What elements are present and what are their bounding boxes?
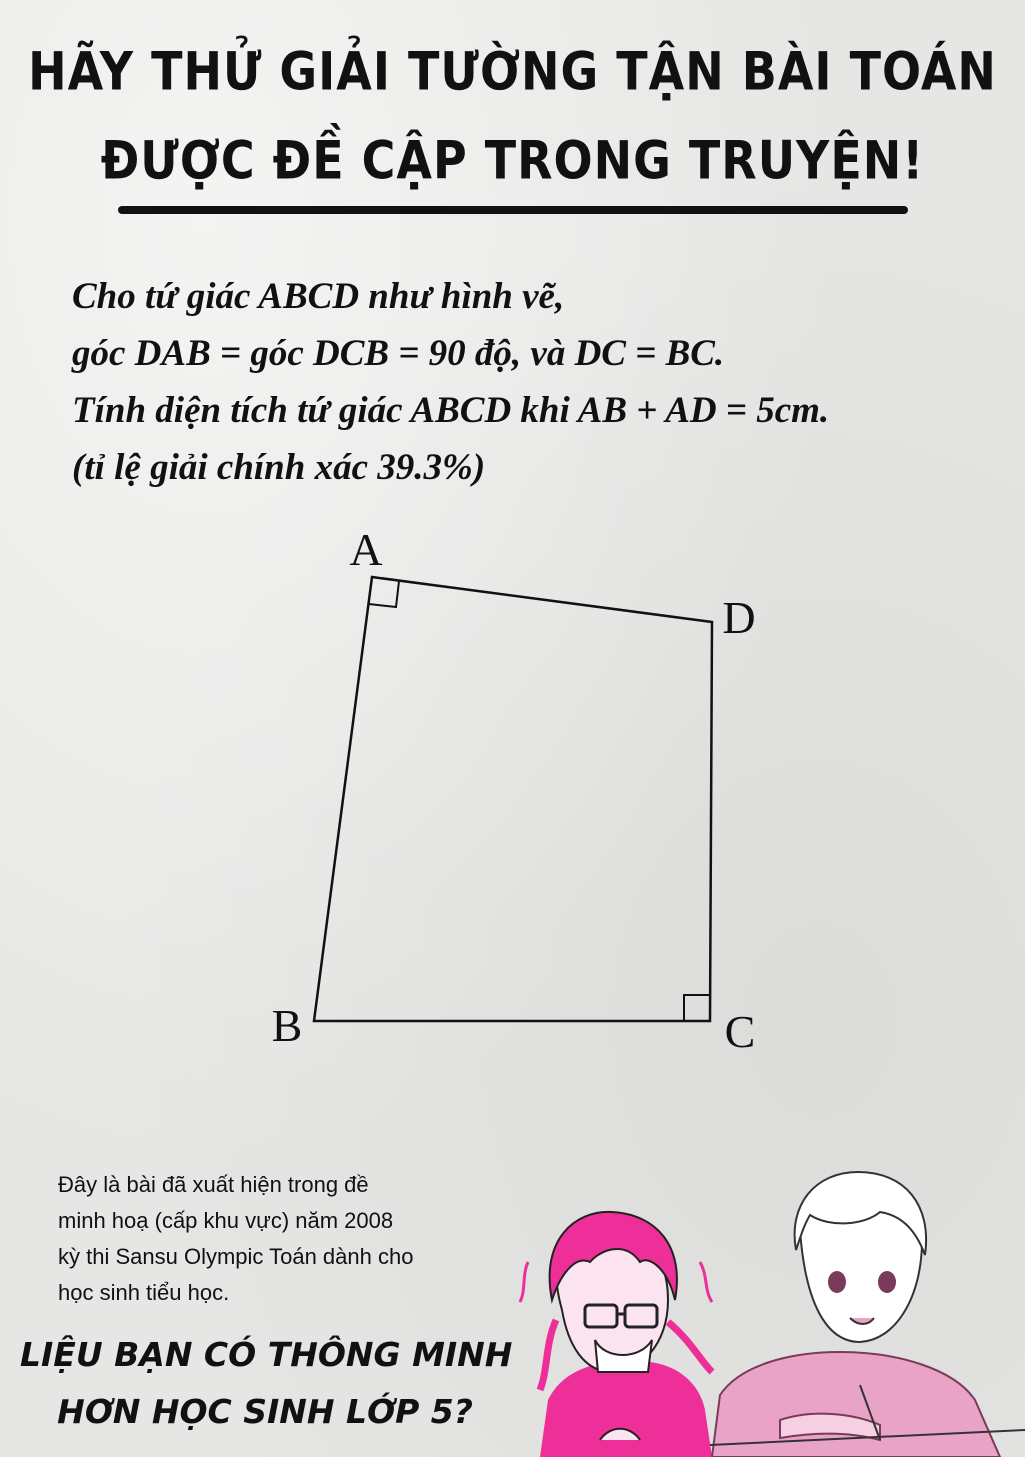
- headline-line-2: ĐƯỢC ĐỀ CẬP TRONG TRUYỆN!: [100, 128, 925, 192]
- problem-line-3: Tính diện tích tứ giác ABCD khi AB + AD = 5cm.: [72, 390, 830, 431]
- note-line-4: học sinh tiểu học.: [58, 1280, 230, 1305]
- note-line-1: Đây là bài đã xuất hiện trong đề: [58, 1172, 369, 1197]
- callout-line-1: LIỆU BẠN CÓ THÔNG MINH: [20, 1335, 513, 1374]
- callout-line-2: HƠN HỌC SINH LỚP 5?: [57, 1392, 473, 1431]
- vertex-label-d: D: [722, 592, 756, 643]
- vertex-label-c: C: [724, 1006, 756, 1057]
- headline-line-1: HÃY THỬ GIẢI TƯỜNG TẬN BÀI TOÁN: [28, 39, 997, 103]
- note-line-2: minh hoạ (cấp khu vực) năm 2008: [58, 1208, 394, 1233]
- girl-character-illustration: [520, 1212, 712, 1457]
- note-line-3: kỳ thi Sansu Olympic Toán dành cho: [58, 1244, 414, 1269]
- problem-line-1: Cho tứ giác ABCD như hình vẽ,: [72, 276, 565, 317]
- vertex-label-b: B: [271, 1000, 303, 1051]
- boy-character-illustration: [712, 1172, 1000, 1457]
- problem-line-2: góc DAB = góc DCB = 90 độ, và DC = BC.: [72, 333, 725, 374]
- vertex-label-a: A: [349, 524, 383, 575]
- problem-line-4: (tỉ lệ giải chính xác 39.3%): [72, 447, 486, 488]
